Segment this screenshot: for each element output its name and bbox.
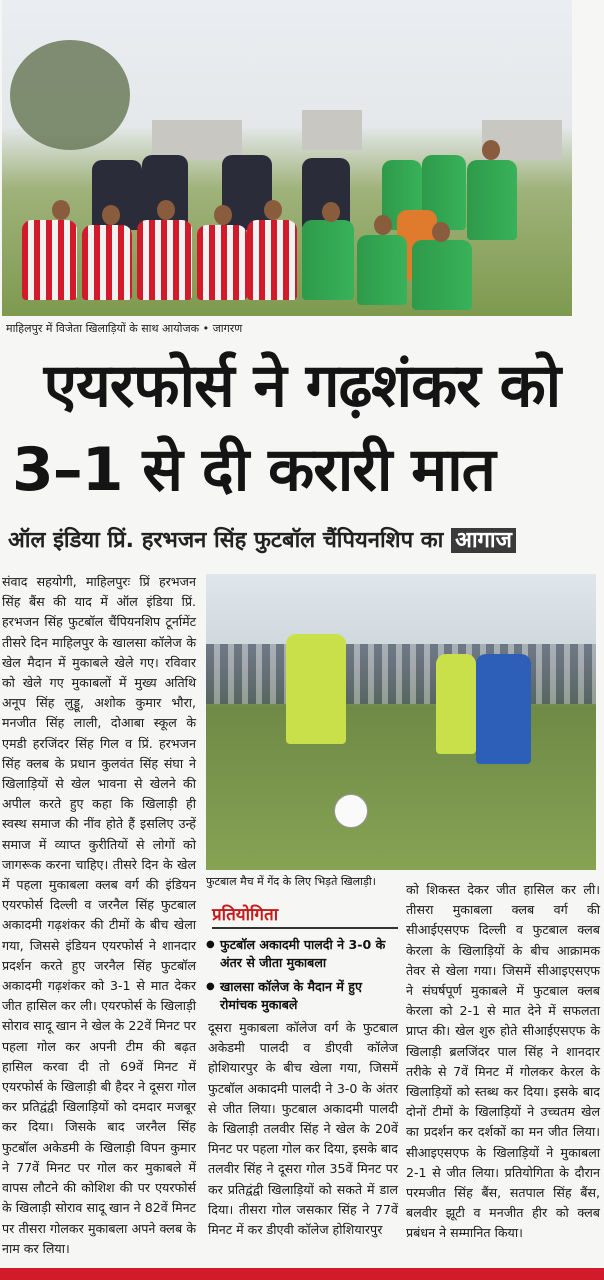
football (334, 794, 368, 828)
photo-caption: फुटबाल मैच में गेंद के लिए भिड़ते खिलाड़ी। (206, 875, 376, 888)
highlight-item: ● खालसा कॉलेज के मैदान में हुए रोमांचक मुकाबले (206, 978, 402, 1014)
article-column-1: संवाद सहयोगी, माहिलपुरः प्रिं हरभजन सिंह बैंस की याद में ऑल इंडिया प्रिं. हरभजन सिंह फुटबॉल चैंपियनशिप टूर्नामेंट तीसरे दिन माहिलपुर के खालसा कॉलेज के खेल मैदान में मुकाबले खेले गए। रविवार को खेले गए मुकाबलों में मुख्य अतिथि अनूप सिंह लुड्डू, अशोक कुमार भौरा, मनजीत सिंह लाली, दोआबा स्कूल के एमडी हरजिंदर सिंह गिल व प्रिं. हरभजन सिंह क्लब के प्रधान कुलवंत सिंह संघा ने खिलाड़ियों से खेल भावना से खेलने की अपील करते हुए कहा कि खिलाड़ी ही स्वस्थ समाज की नींव होते हैं इसलिए उन्हें समाज में व्याप्त कुरीतियों से लोगों को जागरूक करना चाहिए। तीसरे दिन के खेल में पहला मुकाबला क्लब वर्ग की इंडियन एयरफोर्स दिल्ली व जरनैल सिंह फुटबाल अकादमी गढ़शंकर की टीमों के बीच खेला गया, जिससे इंडियन एयरफोर्स ने शानदार प्रदर्शन करते हुए जरनैल सिंह फुटबॉल अकादमी गढ़शंकर को 3-1 से मात देकर जीत हासिल कर ली। एयरफोर्स के खिलाड़ी सोराव सादू खान ने खेल के 22वें मिनट पर पहला गोल कर अपनी टीम की बढ़त हासिल करवा दी तो 69वें मिनट में एयरफोर्स के खिलाड़ी बी हैदर ने दूसरा गोल कर प्रतिद्वंद्वी खिलाड़ियों को दमदार मजबूर कर दिया। जिसके बाद जरनैल सिंह फुटबॉल अकेडमी के खिलाड़ी विपन कुमार ने 77वें मिनट पर गोल कर मुकाबले में वापस लौटने की कोशिश की पर एयरफोर्स के खिलाड़ी सोराव सादू खान ने 82वें मिनट पर तीसरा गोलकर मुकाबला अपने क्लब के नाम कर लिया। (2, 574, 196, 1256)
article-column-3: को शिकस्त देकर जीत हासिल कर ली। तीसरा मुकाबला क्लब वर्ग की सीआईएसएफ दिल्ली व फुटबाल क्लब केरला के खिलाड़ियों के बीच आक्रामक तेवर से खेला गया। जिसमें सीआइएसएफ ने संघर्षपूर्ण मुकाबले में फुटबाल क्लब केरला को 2-1 से मात देने में सफलता प्राप्त की। खेल शुरु होते सीआईएसएफ के खिलाड़ी ब्रलजिंदर पाल सिंह ने शानदार तरीके से 7वें मिनट में गोलकर केरल के खिलाड़ियों को स्तब्ध कर दिया। इसके बाद दोनों टीमों के खिलाड़ियों ने उच्चतम खेल का प्रदर्शन कर दर्शकों का मन जीत लिया। सीआइएसएफ के खिलाड़ियों ने मुकाबला 2-1 से जीत लिया। प्रतियोगिता के दौरान परमजीत सिंह बैंस, सतपाल सिंह बैंस, बलवीर झूटी व मनजीत हीर को क्लब प्रबंधन ने सम्मानित किया। (406, 882, 600, 1241)
player-yellow (286, 634, 346, 744)
box-heading: प्रतियोगिता (212, 902, 398, 929)
winners-photo (2, 0, 572, 316)
page-footer-bar (0, 1268, 604, 1280)
headline-line-1: एयरफोर्स ने गढ़शंकर को (43, 351, 561, 421)
headline-line-2: 3–1 से दी करारी मात (12, 435, 495, 505)
player-blue (476, 654, 531, 764)
subheadline (0, 524, 604, 554)
tree (10, 40, 130, 150)
team-group (2, 140, 572, 316)
spectator-stand (206, 644, 596, 704)
highlight-item: ● फुटबॉल अकादमी पालदी ने 3-0 के अंतर से जीता मुकाबला (206, 936, 402, 972)
article-column-2: दूसरा मुकाबला कॉलेज वर्ग के फुटबाल अकेडमी पालदी व डीएवी कॉलेज होशियारपुर के बीच खेला गया, जिसमें फुटबॉल अकादमी पालदी ने 3-0 के अंतर से जीत लिया। फुटबाल अकादमी पालदी के खिलाड़ी तलवीर सिंह ने खेल के 20वें मिनट पर पहला गोल कर दिया, इसके बाद तलवीर सिंह ने दूसरा गोल 35वें मिनट पर कर प्रतिद्वंद्वी खिलाड़ियों को सकते में डाल दिया। तीसरा गोल जसकार सिंह ने 77वें मिनट में कर डीएवी कॉलेज होशियारपुर (208, 1020, 398, 1238)
subheadline-tag: आगाज (451, 528, 516, 553)
player-yellow (436, 654, 476, 754)
highlights-list (206, 936, 402, 1020)
subheadline-text: ऑल इंडिया प्रिं. हरभजन सिंह फुटबॉल चैंपियनशिप का (8, 528, 444, 553)
photo-caption: माहिलपुर में विजेता खिलाड़ियों के साथ आयोजक • जागरण (6, 322, 243, 335)
match-photo (206, 574, 596, 870)
